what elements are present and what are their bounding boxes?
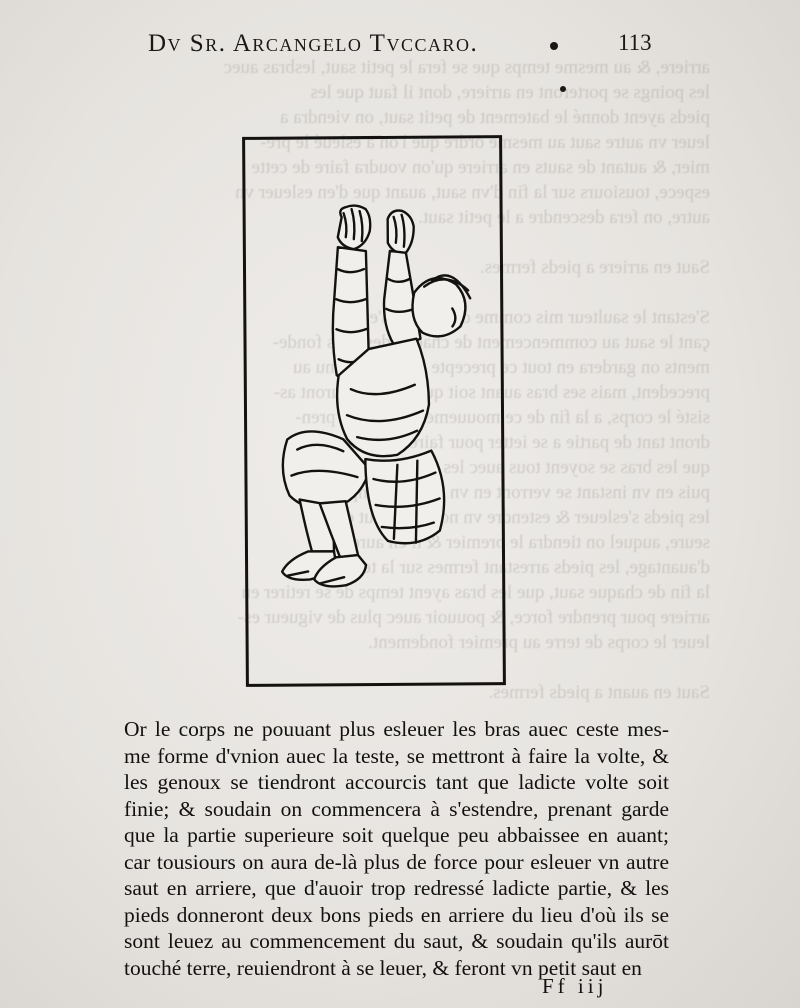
page-number: 113 <box>618 30 652 55</box>
text-line: sont leuez au commencement du saut, & soudain qu'ils aurōt <box>124 929 669 953</box>
acrobat-illustration <box>245 138 503 684</box>
text-line: les genoux se tiendront accourcis tant que ladicte volte soit <box>124 770 669 794</box>
text-line: saut en arriere, que d'auoir trop redressé ladicte partie, & les <box>124 876 669 900</box>
body-paragraph <box>124 716 669 981</box>
text-line: me forme d'vnion auec la teste, se mettront à faire la volte, & <box>124 743 669 768</box>
signature-mark: Ff iij <box>542 974 608 998</box>
show-through-texture: arriere, & au mesme temps que se fera le petit saut, lesbras auec les poings se porteront en arriere, dont il faut que les pieds ayent donné le batement de petit saut, on viendra a leuer vn autre saut au mesme ordre que l'on a esleué le pre- mier, & autant de sauts en arriere qu'on voudra faire de cette espece, tousiours sur la fin d'vn saut, auant que d'en esleuer vn autre, on fera descendre a le petit saut. Saut en arriere a pieds fermes. S'estant le saulteur mis comme çant le saut au commencement de chacun des fonde- ments on gardera en tout ce precepte au precedent, mais ses bras auant soit que auront as- sisté le corps, a la fin de ce mouuement pren- dront tant de partie a se ietter pour faire que les bras se soyent tous auec les puis en vn instant se verront en vn temps les pieds s'esleuer & estendre vn seure, auquel on tiendra le premier & auroit d'auantage, les pieds arrestant fermes sur la la fin de chaque saut, que les bras ayent temps de se retirer en arriere pour prendre force, & pouuoir auec plus de vigueur es- leuer le corps de terre au premier fondement. Saut en auant a pieds fermes. <box>223 57 710 703</box>
text-line: car tousiours on aura de-là plus de force pour esleuer vn autre <box>124 849 669 874</box>
text-line: touché terre, reuiendront à se leuer, & feront vn petit saut en <box>124 955 642 980</box>
ink-blot <box>550 42 558 50</box>
text-line: finie; & soudain on commencera à s'estendre, prenant garde <box>124 796 669 821</box>
text-line: que la partie superieure soit quelque peu abbaissee en auant; <box>124 823 669 847</box>
running-head: Dv Sr. Arcangelo Tvccaro. <box>148 30 479 57</box>
text-line: pieds donneront deux bons pieds en arriere du lieu d'où ils se <box>124 902 669 927</box>
woodcut-figure <box>242 135 506 687</box>
ink-blot <box>560 86 566 92</box>
text-line: Or le corps ne pouuant plus esleuer les bras auec ceste mes- <box>124 717 669 741</box>
